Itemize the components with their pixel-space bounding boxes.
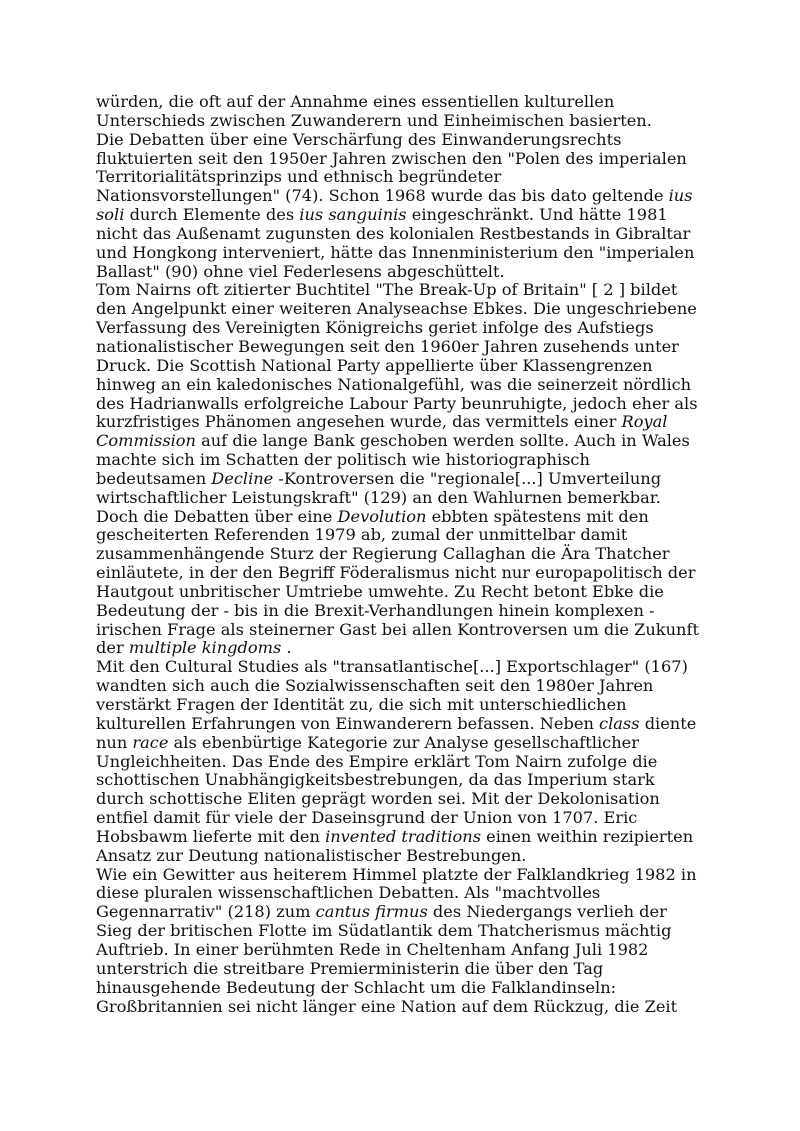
italic-text: Decline <box>211 468 274 488</box>
text-line <box>96 922 708 941</box>
text-line <box>96 263 708 282</box>
text-line <box>96 187 708 206</box>
text-line <box>96 828 708 847</box>
text-line <box>96 696 708 715</box>
text-run: wirtschaftlicher Leistungskraft" (129) an den Wahlurnen bemerkbar. <box>96 487 661 507</box>
text-run: diese pluralen wissenschaftlichen Debatten. Als "machtvolles <box>96 883 601 903</box>
text-line <box>96 583 708 602</box>
text-line <box>96 979 708 998</box>
text-line <box>96 281 708 300</box>
text-run: Hautgout unbritischer Umtriebe umwehte. Zu Recht betont Ebke die <box>96 581 664 601</box>
text-line <box>96 112 708 131</box>
text-run: Auftrieb. In einer berühmten Rede in Cheltenham Anfang Juli 1982 <box>96 939 649 959</box>
text-run: nationalistischer Bewegungen seit den 1960er Jahren zusehends unter <box>96 336 679 356</box>
text-line <box>96 847 708 866</box>
italic-text: Devolution <box>337 506 427 526</box>
text-run: Tom Nairns oft zitierter Buchtitel "The Break-Up of Britain" [ 2 ] bildet <box>96 280 678 300</box>
text-run: und Hongkong interveniert, hätte das Innenministerium den "imperialen <box>96 242 695 262</box>
text-line <box>96 489 708 508</box>
text-run: Hobsbawm lieferte mit den <box>96 826 326 846</box>
text-run: des Niedergangs verlieh der <box>427 902 667 922</box>
text-line <box>96 432 708 451</box>
text-run: ebbten spätestens mit den <box>426 506 649 526</box>
text-run: eingeschränkt. Und hätte 1981 <box>406 205 668 225</box>
text-run: -Kontroversen die "regionale[...] Umverteilung <box>273 468 662 488</box>
text-run: kurzfristiges Phänomen angesehen wurde, das vermittels einer <box>96 412 622 432</box>
text-run: Ballast" (90) ohne viel Federlesens abgeschüttelt. <box>96 261 505 281</box>
text-run: wandten sich auch die Sozialwissenschaften seit den 1980er Jahren <box>96 676 654 696</box>
italic-text: Commission <box>96 431 196 451</box>
text-run: hinausgehende Bedeutung der Schlacht um die Falklandinseln: <box>96 977 617 997</box>
text-line <box>96 903 708 922</box>
text-line <box>96 300 708 319</box>
text-run: Großbritannien sei nicht länger eine Nation auf dem Rückzug, die Zeit <box>96 996 678 1016</box>
text-run: einen weithin rezipierten <box>481 826 694 846</box>
text-line <box>96 564 708 583</box>
text-line <box>96 658 708 677</box>
text-run: Ansatz zur Deutung nationalistischer Bestrebungen. <box>96 845 527 865</box>
italic-text: ius sanguinis <box>299 205 407 225</box>
document-body <box>96 93 708 1016</box>
text-run: als ebenbürtige Kategorie zur Analyse gesellschaftlicher <box>168 732 639 752</box>
text-run: hinweg an ein kaledonisches Nationalgefühl, was die seinerzeit nördlich <box>96 374 692 394</box>
text-run: Gegennarrativ" (218) zum <box>96 902 316 922</box>
text-run: Mit den Cultural Studies als "transatlantische[...] Exportschlager" (167) <box>96 657 688 677</box>
text-line <box>96 960 708 979</box>
text-run: durch schottische Eliten geprägt worden sei. Mit der Dekolonisation <box>96 789 660 809</box>
text-line <box>96 790 708 809</box>
text-run: verstärkt Fragen der Identität zu, die sich mit unterschiedlichen <box>96 695 627 714</box>
text-run: entfiel damit für viele der Daseinsgrund der Union von 1707. Eric <box>96 808 638 828</box>
italic-text: invented traditions <box>325 826 482 846</box>
text-run: auf die lange Bank geschoben werden sollte. Auch in Wales <box>195 431 690 451</box>
text-line <box>96 168 708 187</box>
text-line <box>96 639 708 658</box>
text-run: fluktuierten seit den 1950er Jahren zwischen den "Polen des imperialen <box>96 148 687 168</box>
text-line <box>96 545 708 564</box>
text-run: diente <box>639 713 697 733</box>
italic-text: ius <box>668 186 693 206</box>
text-line <box>96 150 708 169</box>
text-run: Wie ein Gewitter aus heiterem Himmel platzte der Falklandkrieg 1982 in <box>96 864 697 884</box>
text-run: Die Debatten über eine Verschärfung des Einwanderungsrechts <box>96 129 622 149</box>
text-line <box>96 319 708 338</box>
text-line <box>96 677 708 696</box>
text-line <box>96 753 708 772</box>
text-run: nun <box>96 732 133 752</box>
text-line <box>96 451 708 470</box>
italic-text: cantus firmus <box>315 902 428 922</box>
text-line <box>96 998 708 1017</box>
text-run: zusammenhängende Sturz der Regierung Callaghan die Ära Thatcher <box>96 544 670 564</box>
text-run: unterstrich die streitbare Premierministerin die über den Tag <box>96 958 604 978</box>
text-run: Ungleichheiten. Das Ende des Empire erklärt Tom Nairn zufolge die <box>96 751 658 771</box>
text-line <box>96 621 708 640</box>
text-run: Nationsvorstellungen" (74). Schon 1968 wurde das bis dato geltende <box>96 186 669 206</box>
text-line <box>96 225 708 244</box>
text-run: Unterschieds zwischen Zuwanderern und Einheimischen basierten. <box>96 110 652 130</box>
italic-text: race <box>132 732 169 752</box>
text-run: einläutete, in der den Begriff Föderalismus nicht nur europapolitisch der <box>96 563 696 583</box>
text-line <box>96 131 708 150</box>
text-run: Doch die Debatten über eine <box>96 506 338 526</box>
text-run: machte sich im Schatten der politisch wie historiographisch <box>96 450 590 470</box>
text-run: Bedeutung der - bis in die Brexit-Verhandlungen hinein komplexen - <box>96 600 655 620</box>
text-line <box>96 413 708 432</box>
text-line <box>96 884 708 903</box>
text-line <box>96 93 708 112</box>
text-line <box>96 866 708 885</box>
text-run: den Angelpunkt einer weiteren Analyseachse Ebkes. Die ungeschriebene <box>96 299 697 319</box>
text-run: Verfassung des Vereinigten Königreichs geriet infolge des Aufstiegs <box>96 318 654 338</box>
text-line <box>96 357 708 376</box>
text-run: . <box>281 638 292 658</box>
text-line <box>96 470 708 489</box>
text-line <box>96 338 708 357</box>
text-run: schottischen Unabhängigkeitsbestrebungen, da das Imperium stark <box>96 770 655 790</box>
text-line <box>96 526 708 545</box>
text-line <box>96 602 708 621</box>
text-run: durch Elemente des <box>124 205 300 225</box>
text-line <box>96 734 708 753</box>
text-run: des Hadrianwalls erfolgreiche Labour Party beunruhigte, jedoch eher als <box>96 393 698 413</box>
italic-text: soli <box>96 205 125 225</box>
text-run: bedeutsamen <box>96 468 212 488</box>
text-run: Territorialitätsprinzips und ethnisch begründeter <box>96 167 502 187</box>
text-run: würden, die oft auf der Annahme eines essentiellen kulturellen <box>96 92 615 111</box>
text-line <box>96 508 708 527</box>
text-run: nicht das Außenamt zugunsten des kolonialen Restbestands in Gibraltar <box>96 223 691 243</box>
text-line <box>96 771 708 790</box>
text-run: Druck. Die Scottish National Party appellierte über Klassengrenzen <box>96 355 653 375</box>
text-run: irischen Frage als steinerner Gast bei allen Kontroversen um die Zukunft <box>96 619 699 639</box>
text-line <box>96 376 708 395</box>
text-line <box>96 809 708 828</box>
italic-text: multiple kingdoms <box>128 638 282 658</box>
text-line <box>96 395 708 414</box>
text-run: Sieg der britischen Flotte im Südatlantik dem Thatcherismus mächtig <box>96 921 672 941</box>
text-run: kulturellen Erfahrungen von Einwanderern befassen. Neben <box>96 713 600 733</box>
italic-text: Royal <box>621 412 668 432</box>
text-line <box>96 941 708 960</box>
text-run: der <box>96 638 129 658</box>
italic-text: class <box>599 713 640 733</box>
text-line <box>96 206 708 225</box>
text-run: gescheiterten Referenden 1979 ab, zumal der unmittelbar damit <box>96 525 628 545</box>
text-line <box>96 715 708 734</box>
text-line <box>96 244 708 263</box>
